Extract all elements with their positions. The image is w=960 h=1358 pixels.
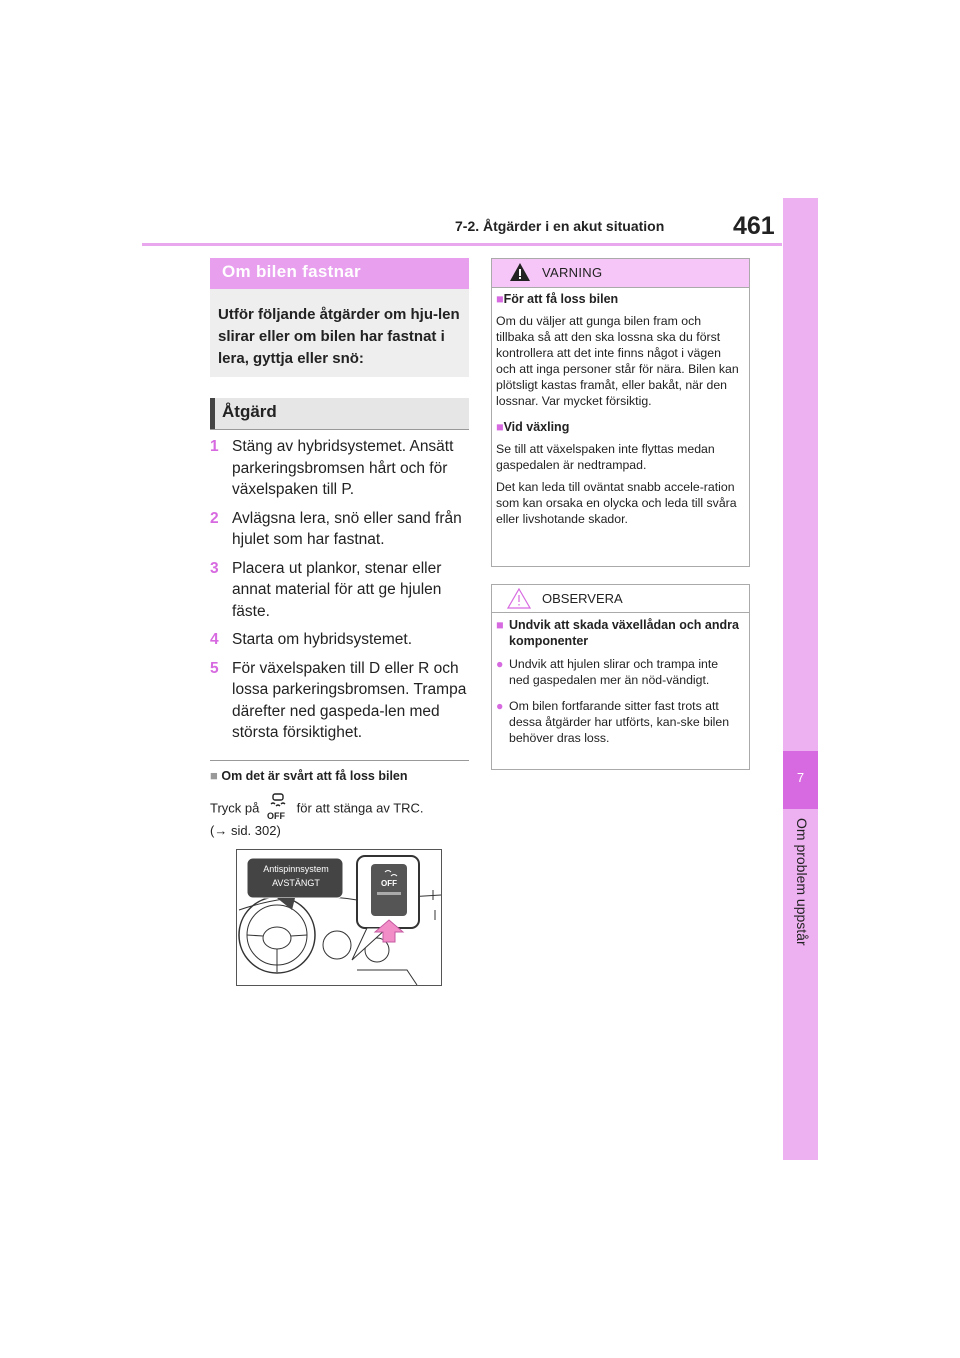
step-number: 3 bbox=[210, 559, 219, 577]
warning-section-heading: ■Vid växling bbox=[496, 420, 570, 434]
subsection-rule bbox=[210, 760, 469, 761]
step-item bbox=[210, 508, 470, 551]
step-number: 4 bbox=[210, 631, 219, 648]
step-text: Stäng av hybridsystemet. Ansätt parkeringsbromsen hårt och för växelspaken till P. bbox=[232, 438, 454, 498]
step-text: Placera ut plankor, stenar eller annat material för att ge hjulen fäste. bbox=[232, 559, 442, 620]
subsection-title bbox=[210, 768, 408, 783]
chapter-title-text: Om problem uppstår bbox=[794, 818, 810, 946]
step-number: 1 bbox=[210, 438, 219, 455]
circle-bullet-icon: ● bbox=[496, 657, 504, 671]
notice-triangle-icon bbox=[507, 588, 531, 614]
chapter-title bbox=[790, 818, 810, 968]
step-text: Avlägsna lera, snö eller sand från hjulet som har fastnat. bbox=[232, 509, 462, 548]
subsection-text bbox=[210, 796, 470, 839]
header-rule bbox=[142, 243, 782, 246]
action-heading-rule bbox=[210, 429, 469, 430]
warning-paragraph: Det kan leda till oväntat snabb accele-ration som kan orsaka en olycka och leda till svåra eller livshotande skador. bbox=[496, 480, 737, 526]
warning-section-heading: ■För att få loss bilen bbox=[496, 292, 619, 306]
subsection-text-before: Tryck på bbox=[210, 800, 260, 816]
intro-text: Utför följande åtgärder om hju-len slirar eller om bilen har fastnat i lera, gyttja eller snö: bbox=[218, 306, 460, 367]
step-number: 2 bbox=[210, 509, 219, 527]
step-item bbox=[210, 658, 470, 744]
square-bullet-icon: ■ bbox=[496, 292, 504, 306]
square-bullet-icon: ■ bbox=[496, 420, 504, 434]
section-heading: Om bilen fastnar bbox=[222, 262, 361, 281]
warning-paragraph: Se till att växelspaken inte flyttas medan gaspedalen är nedtrampad. bbox=[496, 442, 715, 472]
action-heading: Åtgärd bbox=[222, 402, 277, 421]
warning-triangle-icon bbox=[509, 262, 531, 287]
page-number: 461 bbox=[733, 212, 775, 240]
step-number: 5 bbox=[210, 659, 219, 677]
square-bullet-icon: ■ bbox=[210, 768, 218, 783]
chapter-number: 7 bbox=[796, 770, 805, 785]
warning-content bbox=[496, 291, 741, 527]
warning-header-rule bbox=[491, 287, 750, 288]
notice-label: OBSERVERA bbox=[542, 591, 623, 606]
step-item bbox=[210, 629, 470, 651]
notice-content bbox=[496, 617, 741, 746]
warning-label: VARNING bbox=[542, 265, 603, 280]
trc-off-icon bbox=[267, 796, 289, 822]
warning-paragraph: Om du väljer att gunga bilen fram och tillbaka så att den ska lossna ska du först kontrollera att det inte finns något i vägen och att inga personer står för nära. Bilen kan plötsligt kastas framåt, eller bakåt, när den lossnar. Var mycket försiktig. bbox=[496, 314, 739, 408]
chapter-tab bbox=[783, 198, 818, 1160]
step-text: För växelspaken till D eller R och lossa parkeringsbromsen. Trampa därefter ned gaspeda-len med största försiktighet. bbox=[232, 659, 467, 741]
step-list bbox=[210, 436, 470, 751]
subsection-title-text: Om det är svårt att få loss bilen bbox=[221, 769, 408, 783]
step-text: Starta om hybridsystemet. bbox=[232, 631, 413, 648]
page-reference: (→ sid. 302) bbox=[210, 823, 281, 838]
notice-heading: ■ Undvik att skada växellådan och andra komponenter bbox=[496, 618, 739, 648]
subsection-text-after: för att stänga av TRC. bbox=[296, 800, 424, 816]
notice-header-rule bbox=[491, 612, 750, 613]
step-item bbox=[210, 558, 470, 623]
square-bullet-icon: ■ bbox=[496, 618, 504, 632]
display-line1: Antispinnsystem bbox=[263, 864, 329, 874]
step-item bbox=[210, 436, 470, 501]
trc-off-icon-label: OFF bbox=[266, 811, 285, 821]
section-title: 7-2. Åtgärder i en akut situation bbox=[455, 218, 665, 234]
notice-bullet: ● Undvik att hjulen slirar och trampa inte ned gaspedalen mer än nöd-vändigt. bbox=[496, 657, 719, 687]
illustration-button-label: OFF bbox=[381, 879, 397, 888]
circle-bullet-icon: ● bbox=[496, 699, 504, 713]
trc-off-illustration bbox=[236, 849, 442, 986]
notice-bullet: ● Om bilen fortfarande sitter fast trots att dessa åtgärder har utförts, kan-ske bilen behöver dras loss. bbox=[496, 699, 730, 745]
display-line2: AVSTÄNGT bbox=[272, 878, 320, 888]
